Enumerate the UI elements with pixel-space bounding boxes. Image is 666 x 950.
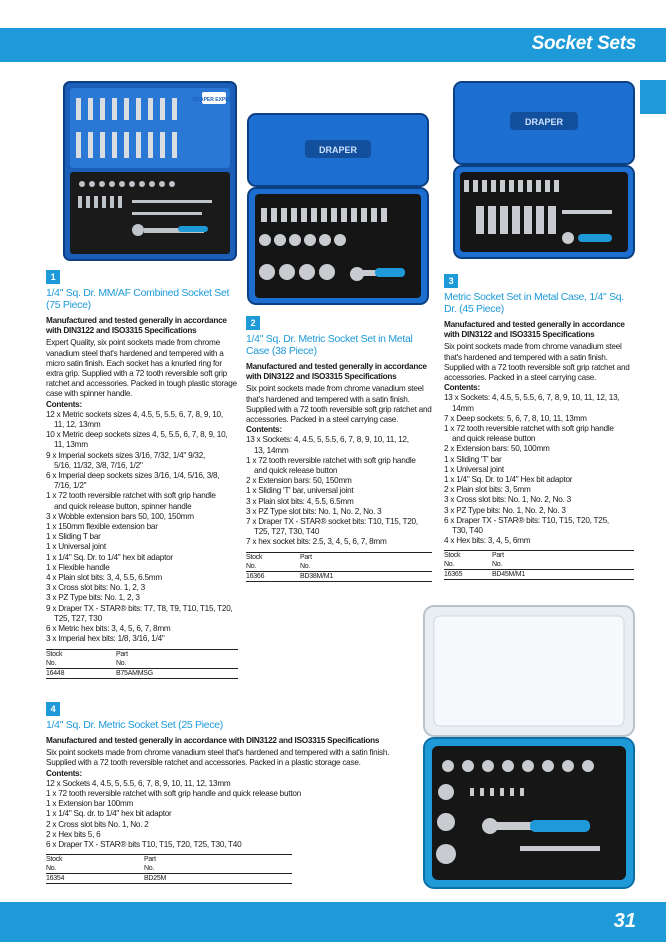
contents-item: 2 x Extension bars: 50, 100mm [444, 444, 550, 454]
stock-header-no: No. [46, 659, 57, 667]
product-number: 1 [46, 270, 60, 284]
product-standards: Manufactured and tested generally in accordance with DIN3122 and ISO3315 Specifications [46, 316, 227, 336]
part-number: BD45M/M1 [492, 570, 634, 580]
product-image-2 [245, 112, 431, 308]
contents-item: 1 x 1/4" Sq. dr. to 1/4" hex bit adaptor [46, 809, 172, 819]
stock-number: 16448 [46, 668, 116, 678]
contents-item: 1 x 1/4" Sq. Dr. to 1/4" hex bit adaptor [46, 552, 173, 562]
contents-item: 14mm [452, 403, 474, 413]
contents-item: 3 x Wobble extension bars 50, 100, 150mm [46, 511, 194, 521]
stock-table [246, 552, 432, 582]
product-description: Six point sockets made from chrome vanadium steel that's hardened and tempered with a satin finish. Supplied with a 72 tooth reversible soft grip ratchet and accessories. Packed in a steel carrying case. [246, 384, 432, 425]
contents-item: 13 x Sockets: 4, 4.5, 5, 5.5, 6, 7, 8, 9, 10, 11, 12, 13, [444, 393, 620, 403]
product-number: 4 [46, 702, 60, 716]
stock-header-no: No. [246, 562, 257, 570]
product-standards: Manufactured and tested generally in accordance with DIN3122 and ISO3315 Specifications [246, 362, 427, 382]
contents-label: Contents: [444, 383, 480, 393]
contents-item: 1 x Extension bar 100mm [46, 799, 134, 809]
product-image-4 [420, 602, 638, 892]
stock-number: 16365 [444, 570, 492, 580]
part-header-no: No. [492, 561, 503, 569]
contents-item: 6 x Draper TX - STAR® bits T10, T15, T20, T25, T30, T40 [46, 840, 242, 850]
contents-item: T25, T27, T30, T40 [254, 527, 320, 537]
stock-header: Stock [46, 649, 116, 659]
product-4 [46, 702, 416, 884]
contents-item: 7 x Deep sockets: 5, 6, 7, 8, 10, 11, 13mm [444, 413, 587, 423]
contents-item: 2 x Cross slot bits No. 1, No. 2 [46, 819, 149, 829]
contents-item: 1 x Universal joint [444, 464, 504, 474]
contents-item: 3 x Cross slot bits: No. 1, No. 2, No. 3 [444, 495, 571, 505]
contents-item: 1 x 150mm flexible extension bar [46, 522, 158, 532]
contents-item: 7/16, 1/2" [54, 481, 87, 491]
contents-label: Contents: [46, 399, 82, 409]
product-number: 3 [444, 274, 458, 288]
product-description: Expert Quality, six point sockets made from chrome vanadium steel that's hardened and tempered with a micro satin finish. Each socket has a knurled ring for extra grip. Supplied with a 72 tooth reversible soft grip ratchet and accessories. Packed in tough plastic storage case with spinner handle. [46, 338, 237, 399]
part-header: Part [300, 552, 432, 562]
contents-item: 7 x Draper TX - STAR® socket bits: T10, T15, T20, [246, 517, 418, 527]
stock-header: Stock [46, 855, 144, 865]
product-image-1 [62, 80, 238, 264]
contents-item: 3 x Cross slot bits: No. 1, 2, 3 [46, 583, 145, 593]
contents-item: 1 x 72 tooth reversible ratchet with soft grip handle [246, 455, 416, 465]
part-number: BD38M/M1 [300, 571, 432, 581]
contents-list [46, 410, 238, 645]
page-number: 31 [613, 910, 636, 932]
contents-item: 3 x Plain slot bits: 4, 5.5, 6.5mm [246, 496, 354, 506]
contents-item: 11, 13mm [54, 440, 88, 450]
brand-logo-text: DRAPER [318, 145, 358, 155]
contents-item: 2 x Plain slot bits: 3, 5mm [444, 485, 531, 495]
contents-item: 3 x PZ Type bits: No. 1, 2, 3 [46, 593, 140, 603]
stock-table [46, 649, 238, 679]
page-title: Socket Sets [531, 33, 636, 54]
contents-item: 1 x Sliding 'T' bar [444, 454, 502, 464]
contents-item: 9 x Imperial sockets sizes 3/16, 7/32, 1/4" 9/32, [46, 450, 206, 460]
contents-item: 10 x Metric deep sockets sizes 4, 5, 5.5, 6, 7, 8, 9, 10, [46, 430, 228, 440]
header-bar [0, 28, 666, 62]
product-title: 1/4" Sq. Dr. MM/AF Combined Socket Set (75 Piece) [46, 287, 230, 311]
contents-item: 6 x Imperial deep sockets sizes 3/16, 1/4, 5/16, 3/8, [46, 471, 220, 481]
contents-item: 1 x Flexible handle [46, 562, 110, 572]
part-header: Part [144, 855, 292, 865]
part-header-no: No. [116, 659, 127, 667]
brand-logo-text: DRAPER EXPERT [192, 97, 236, 103]
product-description: Six point sockets made from chrome vanadium steel that's hardened and tempered with a satin finish. Supplied with a 72 tooth reversible ratchet and accessories. Packed in a plastic storage case. [46, 748, 390, 768]
contents-item: T30, T40 [452, 526, 483, 536]
contents-item: 1 x 72 tooth reversible ratchet with soft grip handle [444, 424, 614, 434]
part-header: Part [116, 649, 238, 659]
contents-item: 1 x Universal joint [46, 542, 106, 552]
contents-item: and quick release button, spinner handle [54, 501, 192, 511]
part-number: BD25M [144, 874, 292, 884]
contents-item: 12 x Sockets 4, 4.5, 5, 5.5, 6, 7, 8, 9, 10, 11, 12, 13mm [46, 778, 231, 788]
contents-list [46, 779, 416, 850]
contents-item: and quick release button [254, 466, 338, 476]
contents-item: 2 x Hex bits 5, 6 [46, 829, 101, 839]
contents-item: 3 x Imperial hex bits: 1/8, 3/16, 1/4" [46, 634, 165, 644]
contents-item: 1 x 1/4" Sq. Dr. to 1/4" Hex bit adaptor [444, 475, 573, 485]
contents-list [444, 393, 634, 546]
contents-item: 5/16, 11/32, 3/8, 7/16, 1/2" [54, 460, 143, 470]
contents-item: 11, 12, 13mm [54, 420, 101, 430]
contents-item: 1 x 72 tooth reversible ratchet with soft grip handle [46, 491, 216, 501]
product-title: 1/4" Sq. Dr. Metric Socket Set in Metal Case (38 Piece) [246, 333, 413, 357]
product-1 [46, 270, 238, 679]
part-number: B75AMMSG [116, 668, 238, 678]
stock-header-no: No. [444, 561, 455, 569]
contents-list [246, 435, 432, 547]
product-3 [444, 274, 634, 580]
product-standards: Manufactured and tested generally in accordance with DIN3122 and ISO3315 Specifications [444, 320, 625, 340]
contents-label: Contents: [46, 768, 82, 778]
contents-item: T25, T27, T30 [54, 613, 102, 623]
contents-item: 4 x Plain slot bits: 3, 4, 5.5, 6.5mm [46, 573, 162, 583]
product-title: Metric Socket Set in Metal Case, 1/4" Sq. Dr. (45 Piece) [444, 291, 624, 315]
product-number: 2 [246, 316, 260, 330]
product-description: Six point sockets made from chrome vanadium steel that's hardened and tempered with a satin finish. Supplied with a 72 tooth reversible soft grip ratchet and accessories. Packed in a steel carrying case. [444, 342, 630, 383]
contents-item: 13, 14mm [254, 445, 289, 455]
stock-header: Stock [444, 551, 492, 561]
contents-item: 13 x Sockets: 4, 4.5, 5, 5.5, 6, 7, 8, 9, 10, 11, 12, [246, 435, 409, 445]
contents-item: 6 x Draper TX - STAR® bits: T10, T15, T20, T25, [444, 515, 609, 525]
part-header-no: No. [300, 562, 311, 570]
product-title: 1/4" Sq. Dr. Metric Socket Set (25 Piece) [46, 719, 224, 731]
contents-item: 12 x Metric sockets sizes 4, 4.5, 5, 5.5, 6, 7, 8, 9, 10, [46, 409, 223, 419]
contents-item: 3 x PZ Type bits: No. 1, No. 2, No. 3 [444, 505, 566, 515]
section-tab [640, 80, 666, 114]
contents-item: 7 x hex socket bits: 2.5, 3, 4, 5, 6, 7, 8mm [246, 537, 387, 547]
contents-item: 1 x Sliding T bar [46, 532, 101, 542]
contents-item: 1 x Sliding 'T' bar, universal joint [246, 486, 354, 496]
product-image-3 [452, 80, 636, 262]
contents-item: 4 x Hex bits: 3, 4, 5, 6mm [444, 536, 531, 546]
stock-header: Stock [246, 552, 300, 562]
contents-item: 2 x Extension bars: 50, 150mm [246, 476, 352, 486]
stock-table [444, 550, 634, 580]
contents-item: 1 x 72 tooth reversible ratchet with soft grip handle and quick release button [46, 789, 301, 799]
stock-header-no: No. [46, 865, 57, 873]
part-header: Part [492, 551, 634, 561]
contents-label: Contents: [246, 425, 282, 435]
contents-item: and quick release button [452, 434, 536, 444]
contents-item: 3 x PZ Type slot bits: No. 1, No. 2, No. 3 [246, 506, 382, 516]
footer-bar [0, 902, 666, 942]
contents-item: 6 x Metric hex bits: 3, 4, 5, 6, 7, 8mm [46, 624, 171, 634]
contents-item: 9 x Draper TX - STAR® bits: T7, T8, T9, T10, T15, T20, [46, 603, 233, 613]
brand-logo-text: DRAPER [524, 117, 564, 127]
product-standards: Manufactured and tested generally in accordance with DIN3122 and ISO3315 Specifications [46, 736, 380, 745]
part-header-no: No. [144, 865, 155, 873]
stock-table [46, 854, 292, 884]
stock-number: 16366 [246, 571, 300, 581]
product-2 [246, 316, 432, 582]
stock-number: 16354 [46, 874, 144, 884]
